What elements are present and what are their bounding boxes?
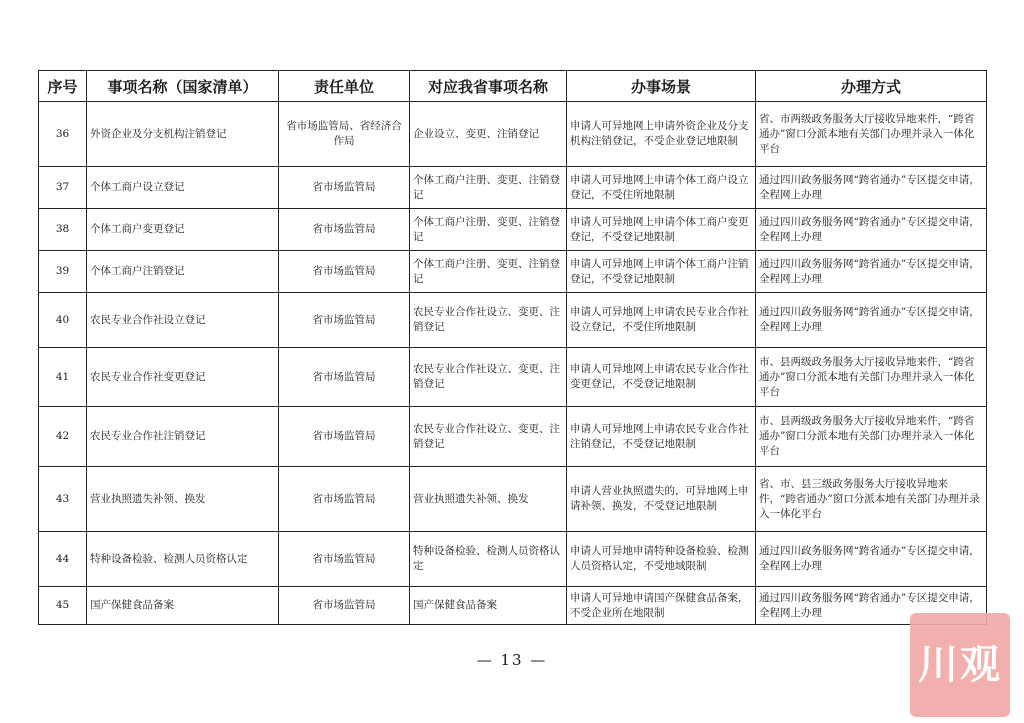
cell-method: 通过四川政务服务网“跨省通办”专区提交申请，全程网上办理 (756, 251, 987, 293)
cell-serial: 43 (39, 467, 87, 532)
cell-province-item: 个体工商户注册、变更、注销登记 (410, 167, 567, 209)
cell-responsible-unit: 省市场监管局 (279, 209, 410, 251)
cell-item-name: 农民专业合作社注销登记 (87, 407, 279, 467)
cell-responsible-unit: 省市场监管局 (279, 407, 410, 467)
cell-scene: 申请人可异地网上申请个体工商户变更登记，不受登记地限制 (567, 209, 756, 251)
page-number: — 13 — (476, 651, 548, 669)
cell-scene: 申请人可异地网上申请外资企业及分支机构注销登记，不受企业登记地限制 (567, 102, 756, 167)
header-serial: 序号 (39, 71, 87, 102)
table-row (39, 293, 987, 348)
cell-scene: 申请人可异地网上申请个体工商户注销登记，不受登记地限制 (567, 251, 756, 293)
cell-scene: 申请人可异地网上申请农民专业合作社注销登记，不受登记地限制 (567, 407, 756, 467)
cell-scene: 申请人可异地网上申请农民专业合作社设立登记，不受住所地限制 (567, 293, 756, 348)
table-header-row (39, 71, 987, 102)
header-responsible-unit: 责任单位 (279, 71, 410, 102)
cell-method: 通过四川政务服务网“跨省通办”专区提交申请，全程网上办理 (756, 209, 987, 251)
cell-scene: 申请人可异地网上申请个体工商户设立登记，不受住所地限制 (567, 167, 756, 209)
cell-province-item: 营业执照遗失补领、换发 (410, 467, 567, 532)
table-row (39, 467, 987, 532)
cell-item-name: 个体工商户注销登记 (87, 251, 279, 293)
header-item-name: 事项名称（国家清单） (87, 71, 279, 102)
cell-serial: 36 (39, 102, 87, 167)
cell-method: 通过四川政务服务网“跨省通办”专区提交申请，全程网上办理 (756, 532, 987, 587)
cell-province-item: 农民专业合作社设立、变更、注销登记 (410, 407, 567, 467)
cell-item-name: 农民专业合作社设立登记 (87, 293, 279, 348)
cell-responsible-unit: 省市场监管局 (279, 348, 410, 407)
table-row (39, 251, 987, 293)
header-province-item: 对应我省事项名称 (410, 71, 567, 102)
cell-serial: 37 (39, 167, 87, 209)
table-row (39, 587, 987, 625)
cell-responsible-unit: 省市场监管局 (279, 467, 410, 532)
cell-province-item: 农民专业合作社设立、变更、注销登记 (410, 293, 567, 348)
cell-province-item: 特种设备检验、检测人员资格认定 (410, 532, 567, 587)
cell-serial: 44 (39, 532, 87, 587)
table-row (39, 102, 987, 167)
cell-item-name: 营业执照遗失补领、换发 (87, 467, 279, 532)
cell-responsible-unit: 省市场监管局 (279, 532, 410, 587)
cell-method: 省、市两级政务服务大厅接收异地来件，“跨省通办”窗口分派本地有关部门办理并录入一体化平台 (756, 102, 987, 167)
cell-scene: 申请人可异地申请国产保健食品备案，不受企业所在地限制 (567, 587, 756, 625)
table-row (39, 167, 987, 209)
table-row (39, 532, 987, 587)
cell-serial: 39 (39, 251, 87, 293)
cell-responsible-unit: 省市场监管局 (279, 167, 410, 209)
cell-province-item: 个体工商户注册、变更、注销登记 (410, 209, 567, 251)
cell-serial: 40 (39, 293, 87, 348)
cell-serial: 42 (39, 407, 87, 467)
cell-method: 市、县两级政务服务大厅接收异地来件，“跨省通办”窗口分派本地有关部门办理并录入一体化平台 (756, 407, 987, 467)
cell-responsible-unit: 省市场监管局 (279, 293, 410, 348)
cell-method: 通过四川政务服务网“跨省通办”专区提交申请，全程网上办理 (756, 167, 987, 209)
cell-item-name: 农民专业合作社变更登记 (87, 348, 279, 407)
cell-item-name: 个体工商户变更登记 (87, 209, 279, 251)
watermark-logo: 川观 (910, 613, 1010, 717)
header-method: 办理方式 (756, 71, 987, 102)
cell-responsible-unit: 省市场监管局、省经济合作局 (279, 102, 410, 167)
cell-method: 市、县两级政务服务大厅接收异地来件，“跨省通办”窗口分派本地有关部门办理并录入一体化平台 (756, 348, 987, 407)
cell-method: 通过四川政务服务网“跨省通办”专区提交申请，全程网上办理 (756, 293, 987, 348)
cell-item-name: 个体工商户设立登记 (87, 167, 279, 209)
table-row (39, 348, 987, 407)
cell-item-name: 国产保健食品备案 (87, 587, 279, 625)
cell-item-name: 特种设备检验、检测人员资格认定 (87, 532, 279, 587)
cell-province-item: 个体工商户注册、变更、注销登记 (410, 251, 567, 293)
cell-province-item: 国产保健食品备案 (410, 587, 567, 625)
cell-scene: 申请人可异地申请特种设备检验、检测人员资格认定，不受地域限制 (567, 532, 756, 587)
cell-responsible-unit: 省市场监管局 (279, 251, 410, 293)
item-table (38, 70, 987, 625)
cell-serial: 38 (39, 209, 87, 251)
cell-province-item: 企业设立、变更、注销登记 (410, 102, 567, 167)
cell-method: 通过四川政务服务网“跨省通办”专区提交申请，全程网上办理 (756, 587, 987, 625)
cell-scene: 申请人营业执照遗失的，可异地网上申请补领、换发，不受登记地限制 (567, 467, 756, 532)
cell-serial: 45 (39, 587, 87, 625)
cell-method: 省、市、县三级政务服务大厅接收异地来件，“跨省通办”窗口分派本地有关部门办理并录入一体化平台 (756, 467, 987, 532)
table-row (39, 209, 987, 251)
cell-serial: 41 (39, 348, 87, 407)
table-row (39, 407, 987, 467)
cell-item-name: 外资企业及分支机构注销登记 (87, 102, 279, 167)
cell-responsible-unit: 省市场监管局 (279, 587, 410, 625)
header-scene: 办事场景 (567, 71, 756, 102)
cell-scene: 申请人可异地网上申请农民专业合作社变更登记，不受登记地限制 (567, 348, 756, 407)
cell-province-item: 农民专业合作社设立、变更、注销登记 (410, 348, 567, 407)
